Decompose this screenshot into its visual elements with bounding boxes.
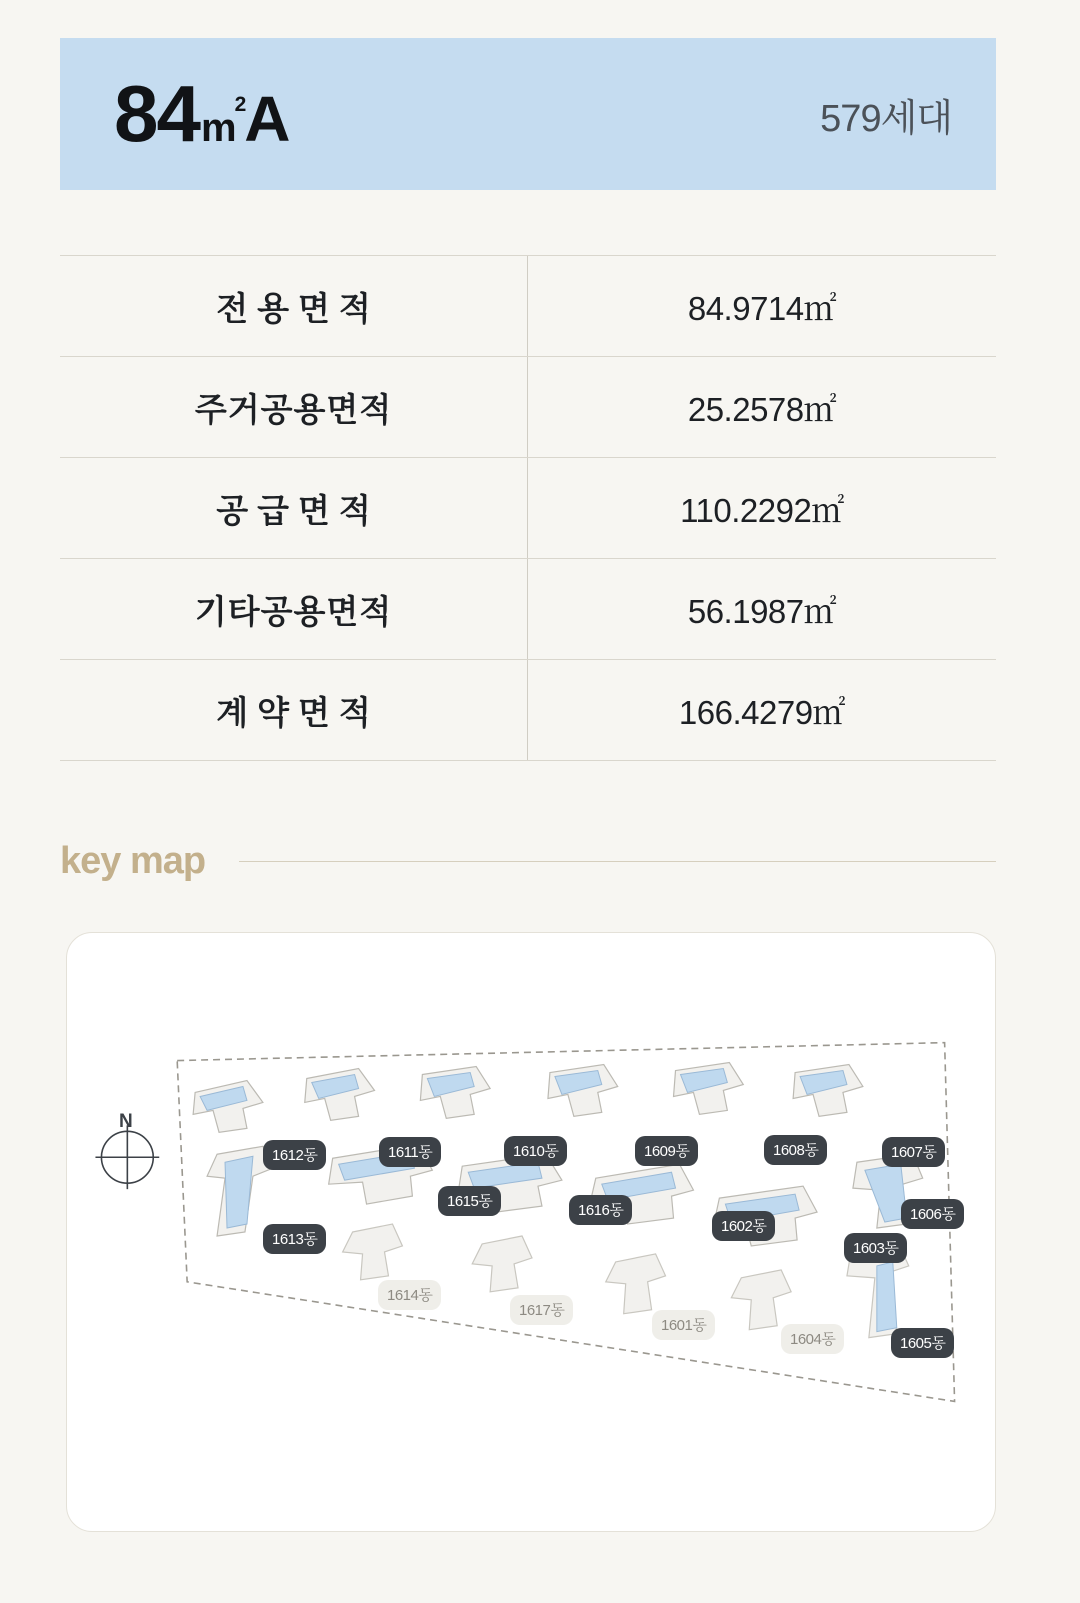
building-label-1617[interactable]: 1617동 [510,1295,573,1325]
unit-header-band [60,38,996,190]
spec-label: 기타공용면적 [60,559,528,659]
building-label-1613[interactable]: 1613동 [263,1224,326,1254]
keymap-title: key map [60,840,206,882]
table-row [60,559,996,660]
area-number: 84 [114,69,199,158]
site-plan-svg [67,933,995,1531]
building-label-1607[interactable]: 1607동 [882,1137,945,1167]
building-label-1604[interactable]: 1604동 [781,1324,844,1354]
building-label-1612[interactable]: 1612동 [263,1140,326,1170]
building-label-1616[interactable]: 1616동 [569,1195,632,1225]
compass-icon [95,1125,159,1189]
table-row [60,660,996,761]
area-unit-superscript: 2 [234,92,247,116]
compass-north-label: N [119,1111,133,1132]
building-label-1610[interactable]: 1610동 [504,1136,567,1166]
building-block [548,1065,618,1117]
table-row [60,256,996,357]
building-label-1608[interactable]: 1608동 [764,1135,827,1165]
spec-value: 56.1987㎡ [687,592,837,630]
keymap-heading [60,840,996,883]
building-label-1603[interactable]: 1603동 [844,1233,907,1263]
building-label-1615[interactable]: 1615동 [438,1186,501,1216]
spec-label: 전용면적 [60,256,528,356]
spec-value: 166.4279㎡ [678,693,846,731]
area-unit: $m^2$ [200,92,247,150]
building-block [472,1236,532,1292]
building-label-1605[interactable]: 1605동 [891,1328,954,1358]
spec-value: 25.2578㎡ [687,390,837,428]
building-label-1611[interactable]: 1611동 [379,1137,441,1167]
table-row [60,458,996,559]
building-label-1614[interactable]: 1614동 [378,1280,441,1310]
building-block [193,1081,263,1133]
building-block [606,1254,666,1314]
building-block [793,1065,863,1117]
building-label-1601[interactable]: 1601동 [652,1310,715,1340]
building-block [343,1224,403,1280]
spec-label: 공급면적 [60,458,528,558]
spec-label: 주거공용면적 [60,357,528,457]
household-count: 579세대 [820,97,952,140]
heading-divider [239,861,996,862]
building-block [420,1067,490,1119]
building-block [731,1270,791,1330]
spec-value: 84.9714㎡ [687,289,837,327]
page-title [114,69,291,158]
unit-type-letter: A [244,83,291,155]
spec-table [60,255,996,761]
spec-label: 계약면적 [60,660,528,760]
building-label-1606[interactable]: 1606동 [901,1199,964,1229]
building-label-1609[interactable]: 1609동 [635,1136,698,1166]
building-block [674,1063,744,1115]
building-label-1602[interactable]: 1602동 [712,1211,775,1241]
table-row [60,357,996,458]
building-block [305,1069,375,1121]
spec-value: 110.2292㎡ [680,491,844,529]
keymap-card [66,932,996,1532]
